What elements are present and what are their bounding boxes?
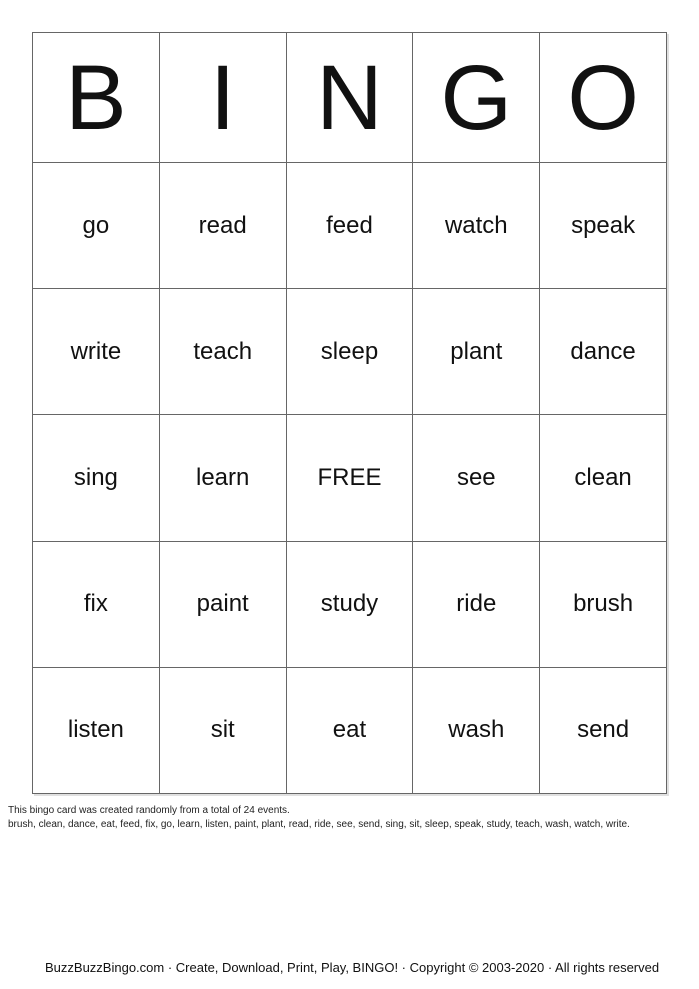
bingo-cell: teach: [159, 289, 286, 415]
bingo-cell: eat: [286, 667, 413, 793]
bingo-cell: read: [159, 163, 286, 289]
bingo-cell: feed: [286, 163, 413, 289]
bingo-cell: speak: [540, 163, 667, 289]
bingo-cell: plant: [413, 289, 540, 415]
bingo-header-cell-g: G: [413, 33, 540, 163]
bingo-header-cell-o: O: [540, 33, 667, 163]
bingo-cell: listen: [33, 667, 160, 793]
bingo-row: [33, 541, 667, 667]
bingo-cell: dance: [540, 289, 667, 415]
bingo-row: [33, 667, 667, 793]
bingo-cell: learn: [159, 415, 286, 541]
bingo-cell-free: FREE: [286, 415, 413, 541]
bingo-row: [33, 163, 667, 289]
bingo-cell: go: [33, 163, 160, 289]
bingo-header-cell-i: I: [159, 33, 286, 163]
bingo-cell: sleep: [286, 289, 413, 415]
card-generation-notes: [8, 804, 630, 832]
bingo-row: [33, 415, 667, 541]
bingo-row: [33, 289, 667, 415]
bingo-cell: brush: [540, 541, 667, 667]
bingo-cell: sing: [33, 415, 160, 541]
bingo-card-grid: [32, 32, 667, 794]
site-footer: BuzzBuzzBingo.com · Create, Download, Print, Play, BINGO! · Copyright © 2003-2020 · All rights reserved: [45, 960, 660, 975]
card-word-list: brush, clean, dance, eat, feed, fix, go, learn, listen, paint, plant, read, ride, see, send, sing, sit, sleep, speak, study, teach, wash, watch, write.: [8, 819, 630, 830]
bingo-cell: send: [540, 667, 667, 793]
bingo-cell: clean: [540, 415, 667, 541]
card-generation-note-line1: This bingo card was created randomly from a total of 24 events.: [8, 805, 290, 816]
bingo-cell: fix: [33, 541, 160, 667]
bingo-cell: paint: [159, 541, 286, 667]
bingo-cell: ride: [413, 541, 540, 667]
bingo-cell: wash: [413, 667, 540, 793]
bingo-cell: sit: [159, 667, 286, 793]
bingo-header-cell-n: N: [286, 33, 413, 163]
bingo-header-cell-b: B: [33, 33, 160, 163]
bingo-cell: write: [33, 289, 160, 415]
bingo-cell: see: [413, 415, 540, 541]
bingo-header-row: [33, 33, 667, 163]
bingo-cell: watch: [413, 163, 540, 289]
bingo-cell: study: [286, 541, 413, 667]
